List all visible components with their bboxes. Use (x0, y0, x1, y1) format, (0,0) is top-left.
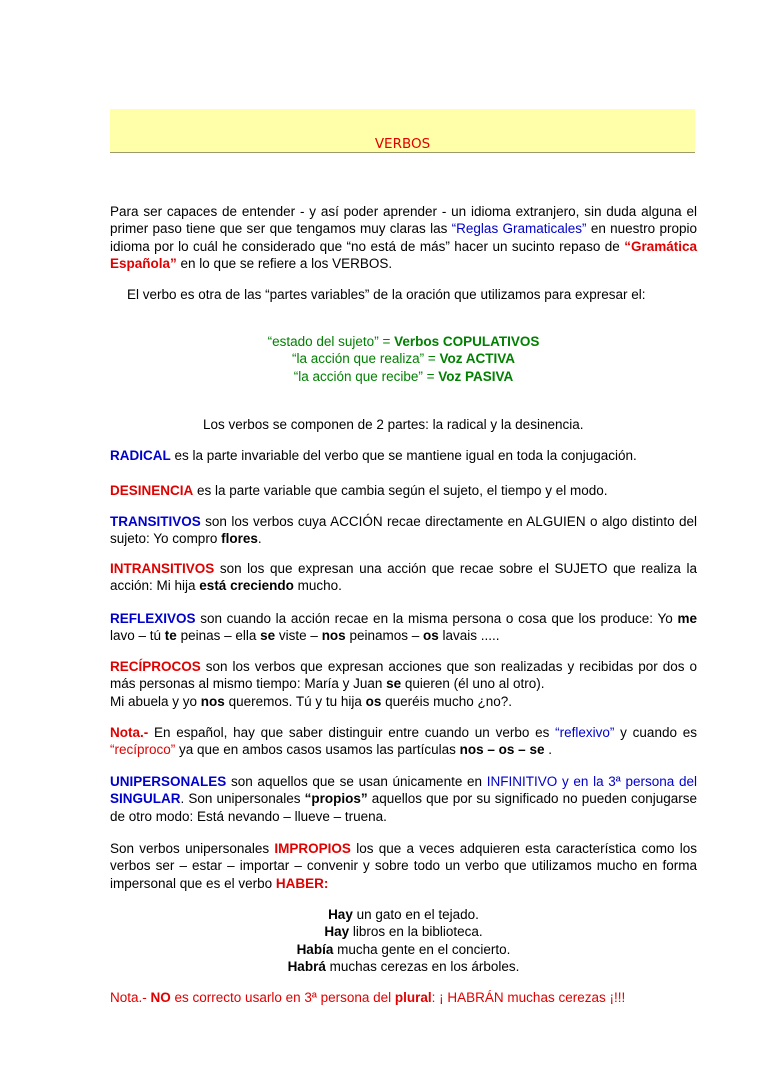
reciprocos-text-1: quieren (él uno al otro). (401, 676, 545, 692)
impropios-text-2: los que a veces adquieren esta característica como los verbos ser – estar – importar – convenir y sobre todo un verbo que utilizamos mucho en forma impersonal que es el verbo (110, 841, 697, 891)
state-line (110, 350, 697, 367)
infinitivo-highlight: INFINITIVO y en la 3ª persona (486, 774, 675, 789)
intransitivos-term: INTRANSITIVOS (110, 561, 215, 576)
desinencia-paragraph (110, 482, 697, 499)
reflexivos-text-4: peinamos – (345, 628, 423, 644)
example-verb: Había (296, 941, 334, 957)
intro-paragraph (110, 203, 697, 273)
reflexivo-highlight: “reflexivo” (555, 725, 615, 740)
state-quote: “estado del sujeto” = (267, 334, 395, 349)
reflexivos-text-5: lavais ..... (438, 628, 500, 644)
pronoun-nos: nos (200, 694, 225, 709)
example-text: libros en la biblioteca. (349, 924, 483, 940)
desinencia-text: es la parte variable que cambia según el sujeto, el tiempo y el modo. (193, 483, 608, 498)
reciprocos-text: son los verbos que expresan acciones que son realizadas y recibidas por dos o más personas al mismo tiempo: María y Juan (110, 659, 697, 692)
transitivos-end: . (257, 531, 262, 547)
pronoun-te: te (164, 628, 177, 644)
pronoun-se: se (260, 628, 276, 644)
intransitivos-end: mucho. (293, 578, 342, 594)
pronoun-nos: nos (321, 628, 346, 644)
transitivos-bold: flores (221, 531, 258, 547)
nota2-paragraph (110, 989, 697, 1006)
nota2-text-2: : ¡ HABRÁN muchas cerezas ¡!!! (431, 990, 626, 1005)
radical-term: RADICAL (110, 448, 171, 463)
reciprocos-line-2 (110, 693, 697, 710)
example-verb: Hay (324, 924, 350, 940)
nota1-paragraph (110, 724, 697, 759)
reflexivos-text: son cuando la acción recae en la misma persona o cosa que los produce: Yo (195, 611, 678, 626)
radical-paragraph (110, 447, 697, 464)
title-banner (110, 109, 695, 153)
reflexivos-text-2: peinas – ella (176, 628, 261, 644)
plural-bold: plural (394, 990, 432, 1005)
parts-intro: El verbo es otra de las “partes variables” de la oración que utilizamos para expresar el: (127, 287, 646, 302)
intransitivos-paragraph (110, 560, 697, 595)
impropios-paragraph (110, 840, 697, 892)
reciprocos-line2-a: Mi abuela y yo (110, 694, 201, 709)
nota1-term: Nota.- (110, 725, 149, 740)
nota2-text-1: es correcto usarlo en 3ª persona del (170, 990, 395, 1005)
unipersonales-text-3: aquellos que por su significado no pueden conjugarse de otro modo: Está nevando – llueve – truena. (110, 791, 697, 824)
example-verb: Habrá (287, 959, 326, 975)
nota1-text-3: ya que en ambos casos usamos las partículas (175, 742, 460, 758)
transitivos-paragraph (110, 513, 697, 548)
state-bold: Voz PASIVA (438, 368, 514, 384)
reglas-gramaticales-highlight: “Reglas Gramaticales” (451, 221, 587, 237)
example-text: mucha gente en el concierto. (333, 941, 511, 957)
impropios-text-1: Son verbos unipersonales (110, 841, 275, 856)
del-highlight: del (678, 774, 697, 789)
example-line (110, 941, 697, 958)
nota1-text-4: . (544, 742, 552, 758)
reflexivos-text-1: lavo – tú (110, 628, 165, 644)
unipersonales-paragraph (110, 773, 697, 825)
radical-text: es la parte invariable del verbo que se mantiene igual en toda la conjugación. (170, 448, 637, 463)
singular-highlight: SINGULAR (110, 791, 181, 807)
example-line (110, 958, 697, 975)
pronoun-se: se (386, 676, 402, 692)
page-title: VERBOS (374, 136, 431, 152)
example-line (110, 923, 697, 940)
particles-bold: nos – os – se (459, 742, 545, 758)
state-quote: “la acción que recibe” = (293, 368, 439, 384)
intro-text-2: en nuestro propio idioma por lo cuál he considerado que “no está de más” hacer un sucinto repaso de (110, 221, 697, 254)
impropios-term: IMPROPIOS (274, 841, 351, 856)
propios-bold: “propios” (304, 791, 368, 807)
no-bold: NO (150, 990, 171, 1005)
two-parts-line: Los verbos se componen de 2 partes: la radical y la desinencia. (203, 417, 584, 432)
pronoun-me: me (677, 611, 697, 626)
nota1-text-1: En español, hay que saber distinguir entre cuando un verbo es (148, 725, 556, 740)
reflexivos-term: REFLEXIVOS (110, 611, 196, 626)
example-verb: Hay (328, 907, 353, 922)
nota2-term: Nota.- (110, 990, 147, 1005)
example-text: muchas cerezas en los árboles. (325, 959, 520, 975)
unipersonales-text-2: . Son unipersonales (180, 791, 305, 807)
reciprocos-term: RECÍPROCOS (110, 659, 201, 674)
reciproco-highlight: “recíproco” (110, 742, 176, 758)
example-text: un gato en el tejado. (352, 907, 479, 922)
reflexivos-paragraph (110, 610, 697, 645)
state-line (110, 368, 697, 385)
state-quote: “la acción que realiza” = (292, 351, 440, 367)
gramatica-espanola-highlight: “Gramática Española” (110, 238, 697, 272)
intransitivos-bold: está creciendo (199, 578, 294, 594)
state-line (110, 333, 697, 350)
reflexivos-text-3: viste – (275, 628, 322, 644)
state-bold: Verbos COPULATIVOS (394, 334, 540, 349)
state-bold: Voz ACTIVA (439, 351, 515, 367)
unipersonales-text-1: son aquellos que se usan únicamente en (226, 774, 487, 789)
nota1-text-2: y cuando es (614, 725, 697, 740)
transitivos-text: son los verbos cuya ACCIÓN recae directamente en ALGUIEN o algo distinto del sujeto: Yo compro (110, 514, 697, 547)
intransitivos-text: son los que expresan una acción que recae sobre el SUJETO que realiza la acción: Mi hija (110, 561, 697, 594)
example-line (110, 906, 697, 923)
haber-term: HABER: (275, 875, 329, 891)
haber-examples (110, 906, 697, 976)
intro-text-1: Para ser capaces de entender - y así poder aprender - un idioma extranjero, sin duda alguna el primer paso tiene que ser que tengamos muy claras las (110, 204, 697, 237)
states-list (110, 333, 697, 385)
unipersonales-term: UNIPERSONALES (110, 774, 227, 789)
transitivos-term: TRANSITIVOS (110, 514, 201, 529)
desinencia-term: DESINENCIA (110, 483, 194, 498)
intro-text-3: en lo que se refiere a los VERBOS. (176, 256, 393, 272)
pronoun-os: os (365, 694, 382, 709)
reciprocos-line2-b: queremos. Tú y tu hija (224, 694, 366, 709)
reciprocos-paragraph (110, 658, 697, 693)
pronoun-os: os (423, 628, 439, 644)
reciprocos-line2-c: queréis mucho ¿no?. (381, 694, 512, 709)
